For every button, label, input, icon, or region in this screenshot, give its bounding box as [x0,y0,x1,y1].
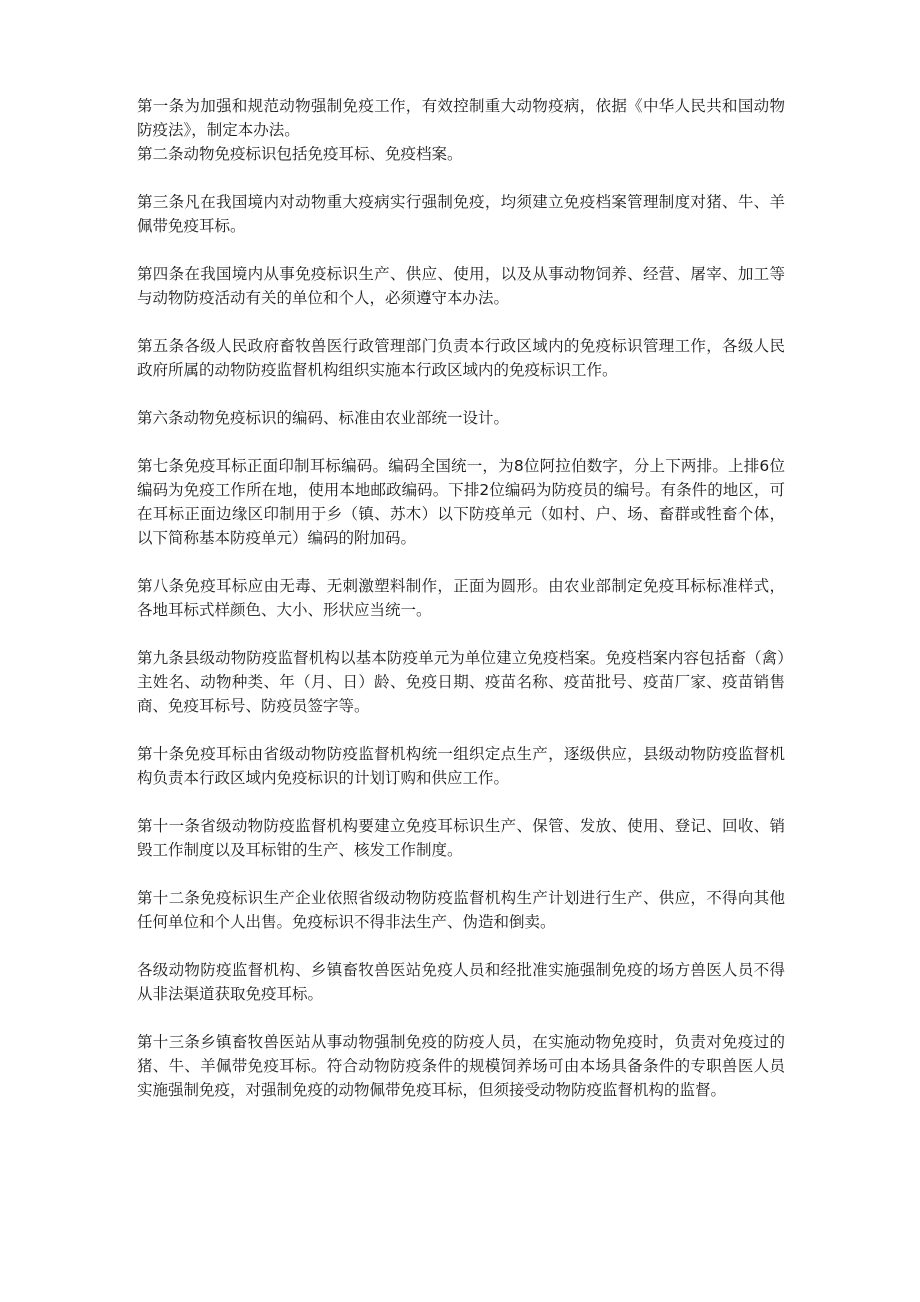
article-12-supplement: 各级动物防疫监督机构、乡镇畜牧兽医站免疫人员和经批准实施强制免疫的场方兽医人员不得从非法渠道获取免疫耳标。 [137,961,785,1003]
article-13: 第十三条乡镇畜牧兽医站从事动物强制免疫的防疫人员，在实施动物免疫时，负责对免疫过的猪、牛、羊佩带免疫耳标。符合动物防疫条件的规模饲养场可由本场具备条件的专职兽医人员实施强制免疫，对强制免疫的动物佩带免疫耳标，但须接受动物防疫监督机构的监督。 [137,1033,785,1099]
article-9: 第九条县级动物防疫监督机构以基本防疫单元为单位建立免疫档案。免疫档案内容包括畜（禽）主姓名、动物种类、年（月、日）龄、免疫日期、疫苗名称、疫苗批号、疫苗厂家、疫苗销售商、免疫耳标号、防疫员签字等。 [137,649,785,715]
article-7: 第七条免疫耳标正面印制耳标编码。编码全国统一，为8位阿拉伯数字，分上下两排。上排6位编码为免疫工作所在地，使用本地邮政编码。下排2位编码为防疫员的编号。有条件的地区，可在耳标正面边缘区印制用于乡（镇、苏木）以下防疫单元（如村、户、场、畜群或牲畜个体，以下简称基本防疫单元）编码的附加码。 [137,457,785,547]
article-11: 第十一条省级动物防疫监督机构要建立免疫耳标识生产、保管、发放、使用、登记、回收、销毁工作制度以及耳标钳的生产、核发工作制度。 [137,817,785,859]
article-2: 第二条动物免疫标识包括免疫耳标、免疫档案。 [137,145,463,163]
article-8: 第八条免疫耳标应由无毒、无刺激塑料制作，正面为圆形。由农业部制定免疫耳标标准样式，各地耳标式样颜色、大小、形状应当统一。 [137,577,785,619]
article-12: 第十二条免疫标识生产企业依照省级动物防疫监督机构生产计划进行生产、供应，不得向其他任何单位和个人出售。免疫标识不得非法生产、伪造和倒卖。 [137,889,785,931]
document-body [137,94,785,1102]
article-10: 第十条免疫耳标由省级动物防疫监督机构统一组织定点生产，逐级供应，县级动物防疫监督机构负责本行政区域内免疫标识的计划订购和供应工作。 [137,745,785,787]
article-1: 第一条为加强和规范动物强制免疫工作，有效控制重大动物疫病，依据《中华人民共和国动物防疫法》，制定本办法。 [137,97,785,139]
article-5: 第五条各级人民政府畜牧兽医行政管理部门负责本行政区域内的免疫标识管理工作，各级人民政府所属的动物防疫监督机构组织实施本行政区域内的免疫标识工作。 [137,337,785,379]
article-6: 第六条动物免疫标识的编码、标准由农业部统一设计。 [137,409,510,427]
article-3: 第三条凡在我国境内对动物重大疫病实行强制免疫，均须建立免疫档案管理制度对猪、牛、羊佩带免疫耳标。 [137,193,785,235]
article-4: 第四条在我国境内从事免疫标识生产、供应、使用，以及从事动物饲养、经营、屠宰、加工等与动物防疫活动有关的单位和个人，必须遵守本办法。 [137,265,785,307]
